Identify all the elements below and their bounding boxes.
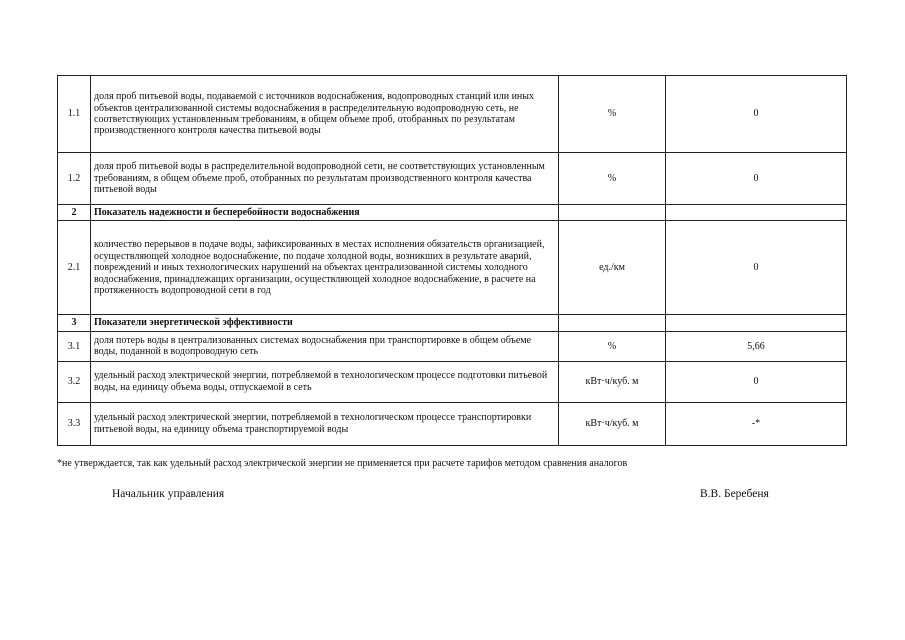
row-unit: кВт·ч/куб. м <box>559 361 666 402</box>
row-unit: кВт·ч/куб. м <box>559 402 666 445</box>
row-unit: % <box>559 331 666 361</box>
table-row <box>58 76 847 153</box>
row-description: доля проб питьевой воды, подаваемой с источников водоснабжения, водопроводных станций или иных объектов централизованной системы водоснабжения в распределительную водопроводную сеть, не соответствующих установленным требованиям, в общем объеме проб, отобранных по результатам производственного контроля качества питьевой воды <box>91 76 559 153</box>
row-value: 5,66 <box>666 331 847 361</box>
row-number: 3.2 <box>58 361 91 402</box>
row-value: 0 <box>666 153 847 205</box>
section-row <box>58 315 847 331</box>
row-description: удельный расход электрической энергии, потребляемой в технологическом процессе подготовки питьевой воды, на единицу объема воды, отпускаемой в сеть <box>91 361 559 402</box>
row-unit: % <box>559 76 666 153</box>
row-description: удельный расход электрической энергии, потребляемой в технологическом процессе транспортировки питьевой воды, на единицу объема транспортируемой воды <box>91 402 559 445</box>
row-unit: % <box>559 153 666 205</box>
row-value: 0 <box>666 221 847 315</box>
table-row <box>58 402 847 445</box>
row-number: 3.3 <box>58 402 91 445</box>
table-row <box>58 153 847 205</box>
row-value: 0 <box>666 76 847 153</box>
row-unit <box>559 205 666 221</box>
row-number: 1.2 <box>58 153 91 205</box>
row-description: доля проб питьевой воды в распределительной водопроводной сети, не соответствующих установленным требованиям, в общем объеме проб, отобранных по результатам производственного контроля качества питьевой воды <box>91 153 559 205</box>
section-title: Показатели энергетической эффективности <box>91 315 559 331</box>
row-number: 2.1 <box>58 221 91 315</box>
signer-name: В.В. Беребеня <box>700 488 769 500</box>
section-row <box>58 205 847 221</box>
row-value: -* <box>666 402 847 445</box>
footnote: *не утверждается, так как удельный расход электрической энергии не применяется при расчете тарифов методом сравнения аналогов <box>57 458 628 469</box>
signer-title: Начальник управления <box>112 488 225 500</box>
row-number: 3.1 <box>58 331 91 361</box>
section-number: 3 <box>58 315 91 331</box>
row-value: 0 <box>666 361 847 402</box>
table-row <box>58 221 847 315</box>
indicators-table <box>57 75 847 446</box>
table-row <box>58 331 847 361</box>
row-value <box>666 205 847 221</box>
row-description: доля потерь воды в централизованных системах водоснабжения при транспортировке в общем объеме воды, поданной в водопроводную сеть <box>91 331 559 361</box>
row-unit <box>559 315 666 331</box>
row-unit: ед./км <box>559 221 666 315</box>
row-number: 1.1 <box>58 76 91 153</box>
section-number: 2 <box>58 205 91 221</box>
table-row <box>58 361 847 402</box>
row-description: количество перерывов в подаче воды, зафиксированных в местах исполнения обязательств организацией, осуществляющей холодное водоснабжение, по подаче холодной воды, возникших в результате аварий, повреждений и иных технологических нарушений на объектах централизованной системы холодного водоснабжения, принадлежащих организации, осуществляющей холодное водоснабжение, в расчете на протяженность водопроводной сети в год <box>91 221 559 315</box>
row-value <box>666 315 847 331</box>
section-title: Показатель надежности и бесперебойности водоснабжения <box>91 205 559 221</box>
